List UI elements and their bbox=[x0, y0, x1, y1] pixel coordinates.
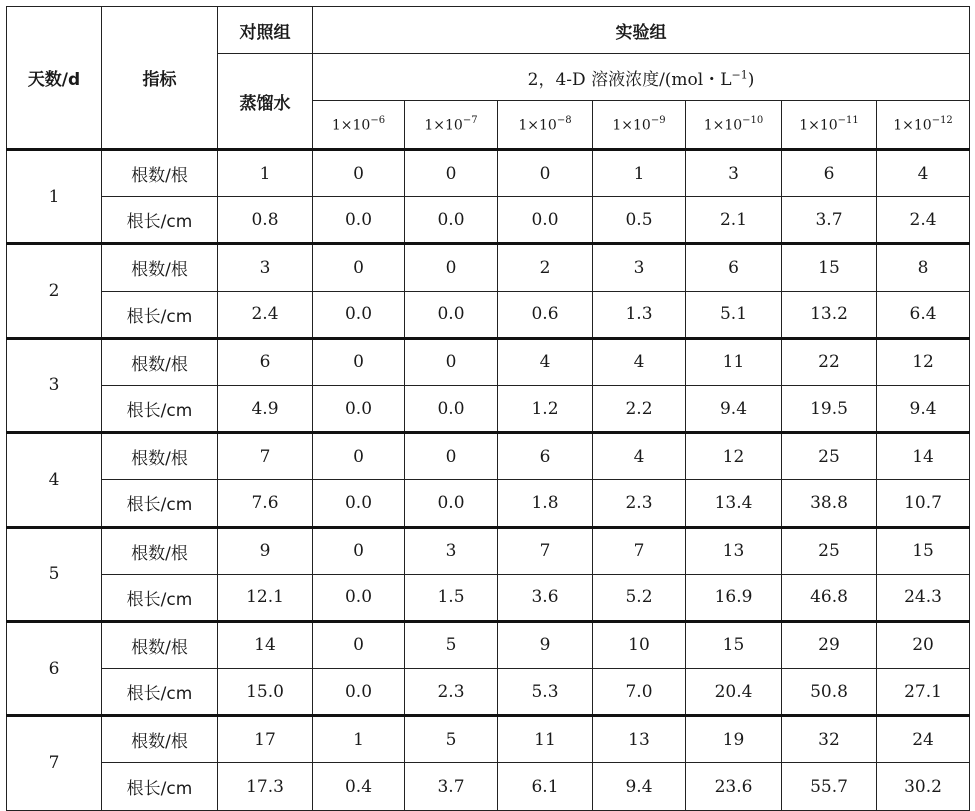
experiment-value-cell: 1 bbox=[593, 150, 686, 197]
experiment-value-cell: 24.3 bbox=[877, 574, 970, 621]
experiment-value-cell: 2 bbox=[498, 244, 593, 291]
experiment-value-cell: 0.0 bbox=[313, 197, 405, 244]
experiment-value-cell: 15 bbox=[877, 527, 970, 574]
control-value-cell: 4.9 bbox=[218, 385, 313, 432]
experiment-value-cell: 0.4 bbox=[313, 763, 405, 810]
experiment-value-cell: 0.0 bbox=[498, 197, 593, 244]
experiment-value-cell: 32 bbox=[782, 716, 877, 763]
experiment-value-cell: 0 bbox=[313, 527, 405, 574]
experiment-value-cell: 0 bbox=[405, 338, 498, 385]
control-value-cell: 2.4 bbox=[218, 291, 313, 338]
header-concentration: $1\times 10^{-7}$ bbox=[405, 101, 498, 150]
experiment-value-cell: 46.8 bbox=[782, 574, 877, 621]
experiment-value-cell: 0.0 bbox=[313, 385, 405, 432]
experiment-value-cell: 0.0 bbox=[313, 480, 405, 527]
experiment-value-cell: 2.4 bbox=[877, 197, 970, 244]
experiment-value-cell: 0.0 bbox=[313, 574, 405, 621]
experiment-value-cell: 0 bbox=[313, 433, 405, 480]
experiment-value-cell: 0 bbox=[498, 150, 593, 197]
experiment-value-cell: 3 bbox=[686, 150, 782, 197]
experiment-value-cell: 1.3 bbox=[593, 291, 686, 338]
experiment-value-cell: 2.1 bbox=[686, 197, 782, 244]
experiment-value-cell: 6 bbox=[782, 150, 877, 197]
experiment-value-cell: 25 bbox=[782, 433, 877, 480]
experiment-value-cell: 38.8 bbox=[782, 480, 877, 527]
day-cell: 2 bbox=[7, 244, 102, 338]
experiment-value-cell: 55.7 bbox=[782, 763, 877, 810]
indicator-root-count: 根数/根 bbox=[102, 338, 218, 385]
experiment-value-cell: 2.3 bbox=[593, 480, 686, 527]
experiment-value-cell: 11 bbox=[686, 338, 782, 385]
table-row bbox=[7, 669, 970, 716]
experiment-value-cell: 0.0 bbox=[313, 669, 405, 716]
experiment-value-cell: 14 bbox=[877, 433, 970, 480]
table-row bbox=[7, 621, 970, 668]
experiment-value-cell: 0 bbox=[405, 244, 498, 291]
indicator-root-length: 根长/cm bbox=[102, 385, 218, 432]
experiment-value-cell: 6 bbox=[686, 244, 782, 291]
experiment-value-cell: 9.4 bbox=[593, 763, 686, 810]
table-row bbox=[7, 150, 970, 197]
experiment-value-cell: 25 bbox=[782, 527, 877, 574]
experiment-value-cell: 3.6 bbox=[498, 574, 593, 621]
table-row bbox=[7, 574, 970, 621]
experiment-value-cell: 7 bbox=[593, 527, 686, 574]
experiment-value-cell: 29 bbox=[782, 621, 877, 668]
table-row bbox=[7, 244, 970, 291]
experiment-value-cell: 13.4 bbox=[686, 480, 782, 527]
experiment-value-cell: 20.4 bbox=[686, 669, 782, 716]
header-control-sub: 蒸馏水 bbox=[218, 54, 313, 150]
experiment-value-cell: 13 bbox=[593, 716, 686, 763]
experiment-value-cell: 30.2 bbox=[877, 763, 970, 810]
table-row bbox=[7, 716, 970, 763]
header-experiment-group: 实验组 bbox=[313, 7, 970, 54]
control-value-cell: 1 bbox=[218, 150, 313, 197]
experiment-value-cell: 23.6 bbox=[686, 763, 782, 810]
day-cell: 6 bbox=[7, 621, 102, 715]
table-row bbox=[7, 763, 970, 810]
experiment-value-cell: 13 bbox=[686, 527, 782, 574]
table-row bbox=[7, 338, 970, 385]
experiment-value-cell: 3 bbox=[593, 244, 686, 291]
experiment-value-cell: 0 bbox=[405, 150, 498, 197]
indicator-root-length: 根长/cm bbox=[102, 763, 218, 810]
experiment-value-cell: 10 bbox=[593, 621, 686, 668]
data-table bbox=[6, 6, 970, 811]
indicator-root-length: 根长/cm bbox=[102, 669, 218, 716]
header-solution-concentration: 2，4-D 溶液浓度/(mol・$L^{-1}$) bbox=[313, 54, 970, 101]
day-cell: 4 bbox=[7, 433, 102, 527]
table-row bbox=[7, 197, 970, 244]
experiment-value-cell: 22 bbox=[782, 338, 877, 385]
experiment-value-cell: 6 bbox=[498, 433, 593, 480]
experiment-value-cell: 0 bbox=[313, 621, 405, 668]
experiment-value-cell: 4 bbox=[498, 338, 593, 385]
experiment-value-cell: 6.1 bbox=[498, 763, 593, 810]
experiment-value-cell: 2.3 bbox=[405, 669, 498, 716]
header-indicator: 指标 bbox=[102, 7, 218, 150]
indicator-root-length: 根长/cm bbox=[102, 574, 218, 621]
indicator-root-count: 根数/根 bbox=[102, 150, 218, 197]
experiment-value-cell: 19 bbox=[686, 716, 782, 763]
header-concentration: $1\times 10^{-9}$ bbox=[593, 101, 686, 150]
indicator-root-length: 根长/cm bbox=[102, 291, 218, 338]
experiment-value-cell: 0.0 bbox=[405, 197, 498, 244]
experiment-value-cell: 19.5 bbox=[782, 385, 877, 432]
control-value-cell: 3 bbox=[218, 244, 313, 291]
experiment-value-cell: 5 bbox=[405, 716, 498, 763]
header-concentration: $1\times 10^{-10}$ bbox=[686, 101, 782, 150]
experiment-value-cell: 9.4 bbox=[877, 385, 970, 432]
experiment-value-cell: 0.0 bbox=[405, 385, 498, 432]
header-concentration: $1\times 10^{-6}$ bbox=[313, 101, 405, 150]
experiment-value-cell: 0.0 bbox=[405, 291, 498, 338]
header-concentration: $1\times 10^{-11}$ bbox=[782, 101, 877, 150]
experiment-value-cell: 4 bbox=[593, 338, 686, 385]
experiment-value-cell: 2.2 bbox=[593, 385, 686, 432]
experiment-value-cell: 6.4 bbox=[877, 291, 970, 338]
experiment-value-cell: 24 bbox=[877, 716, 970, 763]
control-value-cell: 17 bbox=[218, 716, 313, 763]
experiment-value-cell: 5.3 bbox=[498, 669, 593, 716]
control-value-cell: 14 bbox=[218, 621, 313, 668]
table-row bbox=[7, 527, 970, 574]
header-concentration: $1\times 10^{-8}$ bbox=[498, 101, 593, 150]
control-value-cell: 7.6 bbox=[218, 480, 313, 527]
experiment-value-cell: 3 bbox=[405, 527, 498, 574]
experiment-value-cell: 0 bbox=[313, 150, 405, 197]
day-cell: 3 bbox=[7, 338, 102, 432]
experiment-value-cell: 15 bbox=[686, 621, 782, 668]
experiment-value-cell: 5.1 bbox=[686, 291, 782, 338]
experiment-value-cell: 5 bbox=[405, 621, 498, 668]
control-value-cell: 7 bbox=[218, 433, 313, 480]
control-value-cell: 17.3 bbox=[218, 763, 313, 810]
indicator-root-length: 根长/cm bbox=[102, 197, 218, 244]
experiment-value-cell: 0.0 bbox=[405, 480, 498, 527]
indicator-root-count: 根数/根 bbox=[102, 527, 218, 574]
indicator-root-count: 根数/根 bbox=[102, 433, 218, 480]
experiment-value-cell: 1.5 bbox=[405, 574, 498, 621]
experiment-value-cell: 0.6 bbox=[498, 291, 593, 338]
experiment-value-cell: 15 bbox=[782, 244, 877, 291]
experiment-value-cell: 10.7 bbox=[877, 480, 970, 527]
experiment-value-cell: 12 bbox=[686, 433, 782, 480]
table-row bbox=[7, 291, 970, 338]
experiment-value-cell: 9 bbox=[498, 621, 593, 668]
experiment-value-cell: 27.1 bbox=[877, 669, 970, 716]
experiment-value-cell: 7 bbox=[498, 527, 593, 574]
control-value-cell: 15.0 bbox=[218, 669, 313, 716]
experiment-value-cell: 1 bbox=[313, 716, 405, 763]
experiment-value-cell: 13.2 bbox=[782, 291, 877, 338]
experiment-value-cell: 0.5 bbox=[593, 197, 686, 244]
experiment-value-cell: 9.4 bbox=[686, 385, 782, 432]
day-cell: 7 bbox=[7, 716, 102, 810]
experiment-value-cell: 11 bbox=[498, 716, 593, 763]
indicator-root-count: 根数/根 bbox=[102, 244, 218, 291]
experiment-value-cell: 16.9 bbox=[686, 574, 782, 621]
table-row bbox=[7, 480, 970, 527]
control-value-cell: 0.8 bbox=[218, 197, 313, 244]
control-value-cell: 6 bbox=[218, 338, 313, 385]
experiment-value-cell: 0 bbox=[313, 338, 405, 385]
header-concentration: $1\times 10^{-12}$ bbox=[877, 101, 970, 150]
table-row bbox=[7, 385, 970, 432]
experiment-value-cell: 3.7 bbox=[405, 763, 498, 810]
indicator-root-length: 根长/cm bbox=[102, 480, 218, 527]
experiment-value-cell: 0.0 bbox=[313, 291, 405, 338]
header-control-group: 对照组 bbox=[218, 7, 313, 54]
indicator-root-count: 根数/根 bbox=[102, 621, 218, 668]
experiment-value-cell: 4 bbox=[593, 433, 686, 480]
control-value-cell: 9 bbox=[218, 527, 313, 574]
experiment-value-cell: 0 bbox=[405, 433, 498, 480]
experiment-value-cell: 50.8 bbox=[782, 669, 877, 716]
day-cell: 5 bbox=[7, 527, 102, 621]
table-row bbox=[7, 433, 970, 480]
experiment-value-cell: 12 bbox=[877, 338, 970, 385]
experiment-value-cell: 1.8 bbox=[498, 480, 593, 527]
experiment-value-cell: 4 bbox=[877, 150, 970, 197]
day-cell: 1 bbox=[7, 150, 102, 244]
experiment-value-cell: 20 bbox=[877, 621, 970, 668]
indicator-root-count: 根数/根 bbox=[102, 716, 218, 763]
experiment-value-cell: 7.0 bbox=[593, 669, 686, 716]
experiment-value-cell: 1.2 bbox=[498, 385, 593, 432]
experiment-value-cell: 0 bbox=[313, 244, 405, 291]
experiment-value-cell: 8 bbox=[877, 244, 970, 291]
control-value-cell: 12.1 bbox=[218, 574, 313, 621]
experiment-value-cell: 3.7 bbox=[782, 197, 877, 244]
header-day: 天数/d bbox=[7, 7, 102, 150]
experiment-value-cell: 5.2 bbox=[593, 574, 686, 621]
